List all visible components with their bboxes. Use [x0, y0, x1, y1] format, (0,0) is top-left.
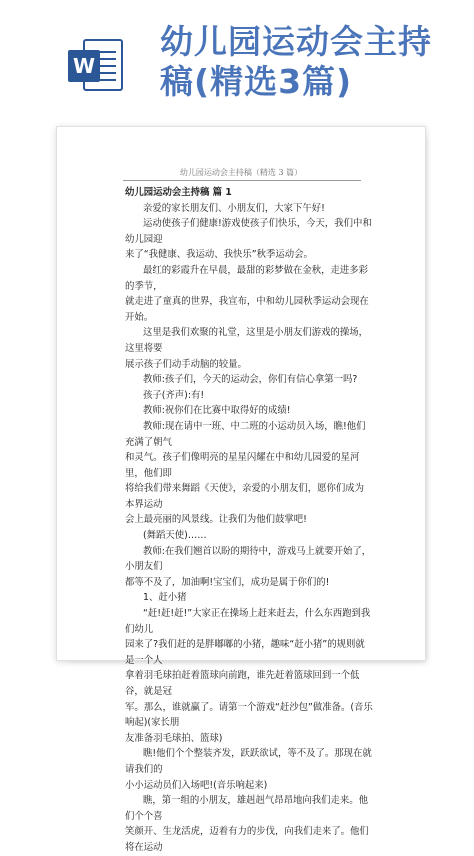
- text-line: 瞧!他们个个整装齐发，跃跃欲试，等不及了。那现在就请我们的: [125, 748, 372, 775]
- text-line: “赶!赶!赶!”大家正在操场上赶来赶去，什么东西跑到我们幼儿: [125, 608, 371, 635]
- text-line: 来了“我健康、我运动、我快乐”秋季运动会。: [125, 249, 313, 261]
- text-line: 教师:在我们翘首以盼的期待中，游戏马上就要开始了，小朋友们: [125, 545, 372, 573]
- text-line: 笑颜开、生龙活虎，迈着有力的步伐，向我们走来了。他们将在运动: [125, 826, 369, 853]
- text-line: 军。那么，谁就赢了。请第一个游戏“赶沙包”做准备。(音乐响起)(家长朋: [125, 701, 373, 729]
- document-preview: [56, 126, 430, 853]
- title-line-2: 稿(精选3篇): [160, 62, 353, 101]
- text-line: 和灵气。孩子们像明亮的星星闪耀在中和幼儿园爱的星河里，他们即: [125, 452, 360, 479]
- word-icon-letter: W: [72, 54, 96, 78]
- text-line: 将给我们带来舞蹈《天使》，亲爱的小朋友们，愿你们成为本界运动: [125, 483, 365, 510]
- document-page: [56, 126, 426, 853]
- text-line: 瞧，第一组的小朋友，雄赳赳气昂昂地向我们走来。他们个个喜: [125, 795, 369, 822]
- text-line: 教师:现在请中一班、中二班的小运动员入场，瞧!他们充满了朝气: [125, 420, 366, 448]
- text-line: 小小运动员们入场吧!(音乐响起来): [125, 779, 268, 791]
- text-line: 孩子(齐声):有!: [143, 389, 205, 401]
- text-line: 友准备羽毛球拍、篮球): [125, 732, 223, 744]
- text-line: 会上最亮丽的风景线。让我们为他们鼓掌吧!: [125, 514, 307, 526]
- text-line: 园来了?我们赶的是胖嘟嘟的小猪，趣味“赶小猪”的规则就是一个人: [125, 639, 365, 666]
- header-banner: [0, 0, 474, 115]
- text-line: 就走进了童真的世界，我宣布，中和幼儿园秋季运动会现在开始。: [125, 296, 369, 323]
- text-line: 这里是我们欢聚的礼堂，这里是小朋友们游戏的操场，这里将要: [125, 327, 369, 354]
- text-line: 1、赶小猪: [143, 592, 187, 604]
- text-line: 运动使孩子们健康!游戏使孩子们快乐，今天，我们中和幼儿园迎: [125, 218, 372, 245]
- word-document-icon: [66, 36, 124, 94]
- text-line: 教师:孩子们，今天的运动会，你们有信心拿第一吗?: [143, 374, 358, 386]
- text-line: 拿着羽毛球拍赶着篮球向前跑，谁先赶着篮球回到一个低谷，就是冠: [125, 670, 360, 697]
- document-body: [125, 185, 373, 856]
- text-line: (舞蹈天使)……: [143, 530, 207, 542]
- running-header: 幼儿园运动会主持稿（精选 3 篇）: [179, 168, 303, 177]
- text-line: 教师:祝你们在比赛中取得好的成绩!: [143, 405, 291, 417]
- text-line: 都等不及了，加油啊!宝宝们，成功是属于你们的!: [125, 576, 330, 588]
- page-title: [160, 22, 450, 102]
- text-line: 最红的彩霞升在早晨，最甜的彩梦做在金秋，走进多彩的季节，: [125, 264, 369, 292]
- header-divider: [123, 180, 361, 181]
- text-line: 展示孩子们动手动脑的较量。: [125, 358, 247, 370]
- section-heading: 幼儿园运动会主持稿 篇 1: [125, 187, 232, 198]
- text-line: 亲爱的家长朋友们、小朋友们，大家下午好!: [143, 202, 325, 214]
- title-line-1: 幼儿园运动会主持: [160, 22, 432, 61]
- paragraph-lines: [125, 201, 373, 856]
